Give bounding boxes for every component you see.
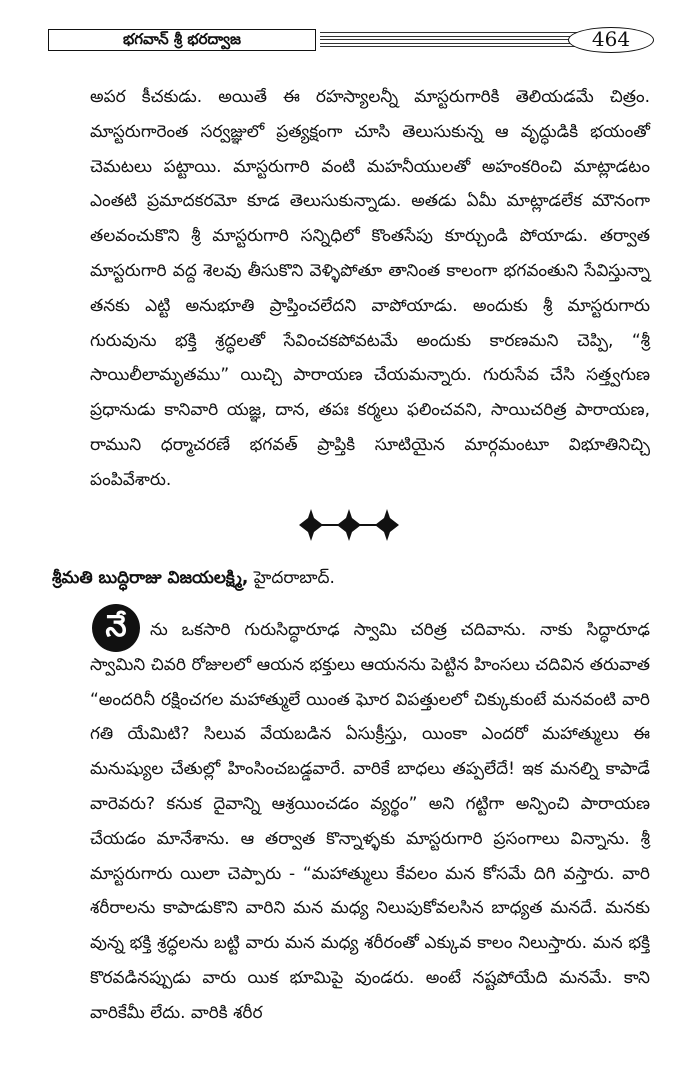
author-line xyxy=(52,563,652,593)
author-place: హైదరాబాద్. xyxy=(253,568,335,588)
book-title: భగవాన్ శ్రీ భరద్వాజ xyxy=(48,29,316,51)
paragraph-testimony: ను ఒకసారి గురుసిద్ధారూఢ స్వామి చరిత్ర చదివాను. నాకు సిద్ధారూఢ స్వామిని చివరి రోజులలో ఆయన భక్తులు ఆయనను పెట్టిన హింసలు చదివిన తరువాత “అందరినీ రక్షించగల మహాత్ములే యింత ఘోర విపత్తులలో చిక్కుకుంటే మనవంటి వారి గతి యేమిటి? సిలువ వేయబడిన ఏసుక్రీస్తు, యింకా ఎందరో మహాత్ములు ఈ మనుష్యుల చేతుల్లో హింసించబడ్డవారే. వారికే బాధలు తప్పలేదే! ఇక మనల్ని కాపాడే వారెవరు? కనుక దైవాన్ని ఆశ్రయించడం వ్యర్థం” అని గట్టిగా అన్పించి పారాయణ చేయడం మానేశాను. ఆ తర్వాత కొన్నాళ్ళకు మాస్టరుగారి ప్రసంగాలు విన్నాను. శ్రీ మాస్టరుగారు యిలా చెప్పారు - “మహాత్ములు కేవలం మన కోసమే దిగి వస్తారు. వారి శరీరాలను కాపాడుకొని వారిని మన మధ్య నిలుపుకోవలసిన బాధ్యత మనదే. మనకు వున్న భక్తి శ్రద్ధలను బట్టి వారు మన మధ్య శరీరంతో ఎక్కువ కాలం నిలుస్తారు. మన భక్తి కొరవడినప్పుడు వారు యిక భూమిపై వుండరు. అంటే నష్టపోయేది మనమే. కాని వారికేమీ లేదు. వారికి శరీర xyxy=(90,620,650,1023)
page-number: 464 xyxy=(568,27,654,53)
drop-cap: నే xyxy=(92,604,140,652)
star-ornament-divider xyxy=(293,505,405,545)
paragraph-story-end: అపర కీచకుడు. అయితే ఈ రహస్యాలన్నీ మాస్టరుగారికి తెలియడమే చిత్రం. మాస్టరుగారెంత సర్వజ్ఞులో ప్రత్యక్షంగా చూసి తెలుసుకున్న ఆ వృద్ధుడికి భయంతో చెమటలు పట్టాయి. మాస్టరుగారి వంటి మహనీయులతో అహంకరించి మాట్లాడటం ఎంతటి ప్రమాదకరమో కూడ తెలుసుకున్నాడు. అతడు ఏమీ మాట్లాడలేక మౌనంగా తలవంచుకొని శ్రీ మాస్టరుగారి సన్నిధిలో కొంతసేపు కూర్చుండి పోయాడు. తర్వాత మాస్టరుగారి వద్ద శెలవు తీసుకొని వెళ్ళిపోతూ తానింత కాలంగా భగవంతుని సేవిస్తున్నా తనకు ఎట్టి అనుభూతి ప్రాప్తించలేదని వాపోయాడు. అందుకు శ్రీ మాస్టరుగారు గురువును భక్తి శ్రద్ధలతో సేవించకపోవటమే అందుకు కారణమని చెప్పి, “శ్రీ సాయిలీలామృతము” యిచ్చి పారాయణ చేయమన్నారు. గురుసేవ చేసి సత్త్వగుణ ప్రధానుడు కానివారి యజ్ఞ, దాన, తపః కర్మలు ఫలించవని, సాయిచరిత్ర పారాయణ, రాముని ధర్మాచరణే భగవత్ ప్రాప్తికి సూటియైన మార్గమంటూ విభూతినిచ్చి పంపివేశారు. xyxy=(90,87,650,490)
author-name: శ్రీమతి బుద్ధిరాజు విజయలక్ష్మి, xyxy=(52,568,249,588)
running-header xyxy=(48,27,656,55)
